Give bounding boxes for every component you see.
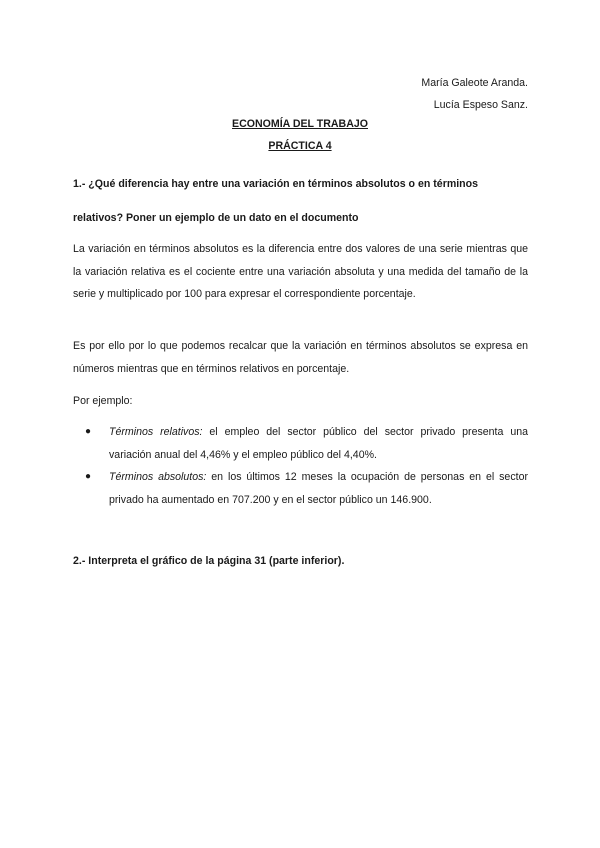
question-2: 2.- Interpreta el gráfico de la página 31 (parte inferior). (73, 555, 345, 567)
example-text: en los últimos 12 meses la ocupación de personas en el sector privado ha aumentado en 707.200 y en el sector público un 146.900. (109, 471, 528, 506)
examples-list (73, 421, 528, 511)
bullet-icon: ● (85, 471, 92, 482)
authors-block (421, 72, 528, 116)
author-name: María Galeote Aranda. (421, 77, 528, 89)
title-block (0, 113, 600, 157)
example-text: el empleo del sector público del sector privado presenta una variación anual del 4,46% y el empleo público del 4,40%. (109, 426, 528, 461)
example-label: Términos absolutos: (109, 471, 207, 483)
example-label: Términos relativos: (109, 426, 203, 438)
subject-title: ECONOMÍA DEL TRABAJO (232, 118, 368, 130)
question-1-line-2: relativos? Poner un ejemplo de un dato en el documento (73, 212, 359, 224)
bullet-icon: ● (85, 426, 92, 437)
practice-title: PRÁCTICA 4 (268, 140, 332, 152)
paragraph: Por ejemplo: (73, 395, 133, 407)
list-item (73, 421, 528, 466)
paragraph: La variación en términos absolutos es la diferencia entre dos valores de una serie mientras que la variación relativa es el cociente entre una variación absoluta y una medida del tamaño de la serie y multiplicado por 100 para expresar el correspondiente porcentaje. (73, 243, 528, 300)
author-name: Lucía Espeso Sanz. (433, 99, 528, 111)
question-1 (73, 176, 528, 226)
list-item (73, 466, 528, 511)
question-1-line-1: 1.- ¿Qué diferencia hay entre una variación en términos absolutos o en términos (73, 178, 479, 190)
paragraph: Es por ello por lo que podemos recalcar que la variación en términos absolutos se expresa en números mientras que en términos relativos en porcentaje. (73, 340, 528, 375)
